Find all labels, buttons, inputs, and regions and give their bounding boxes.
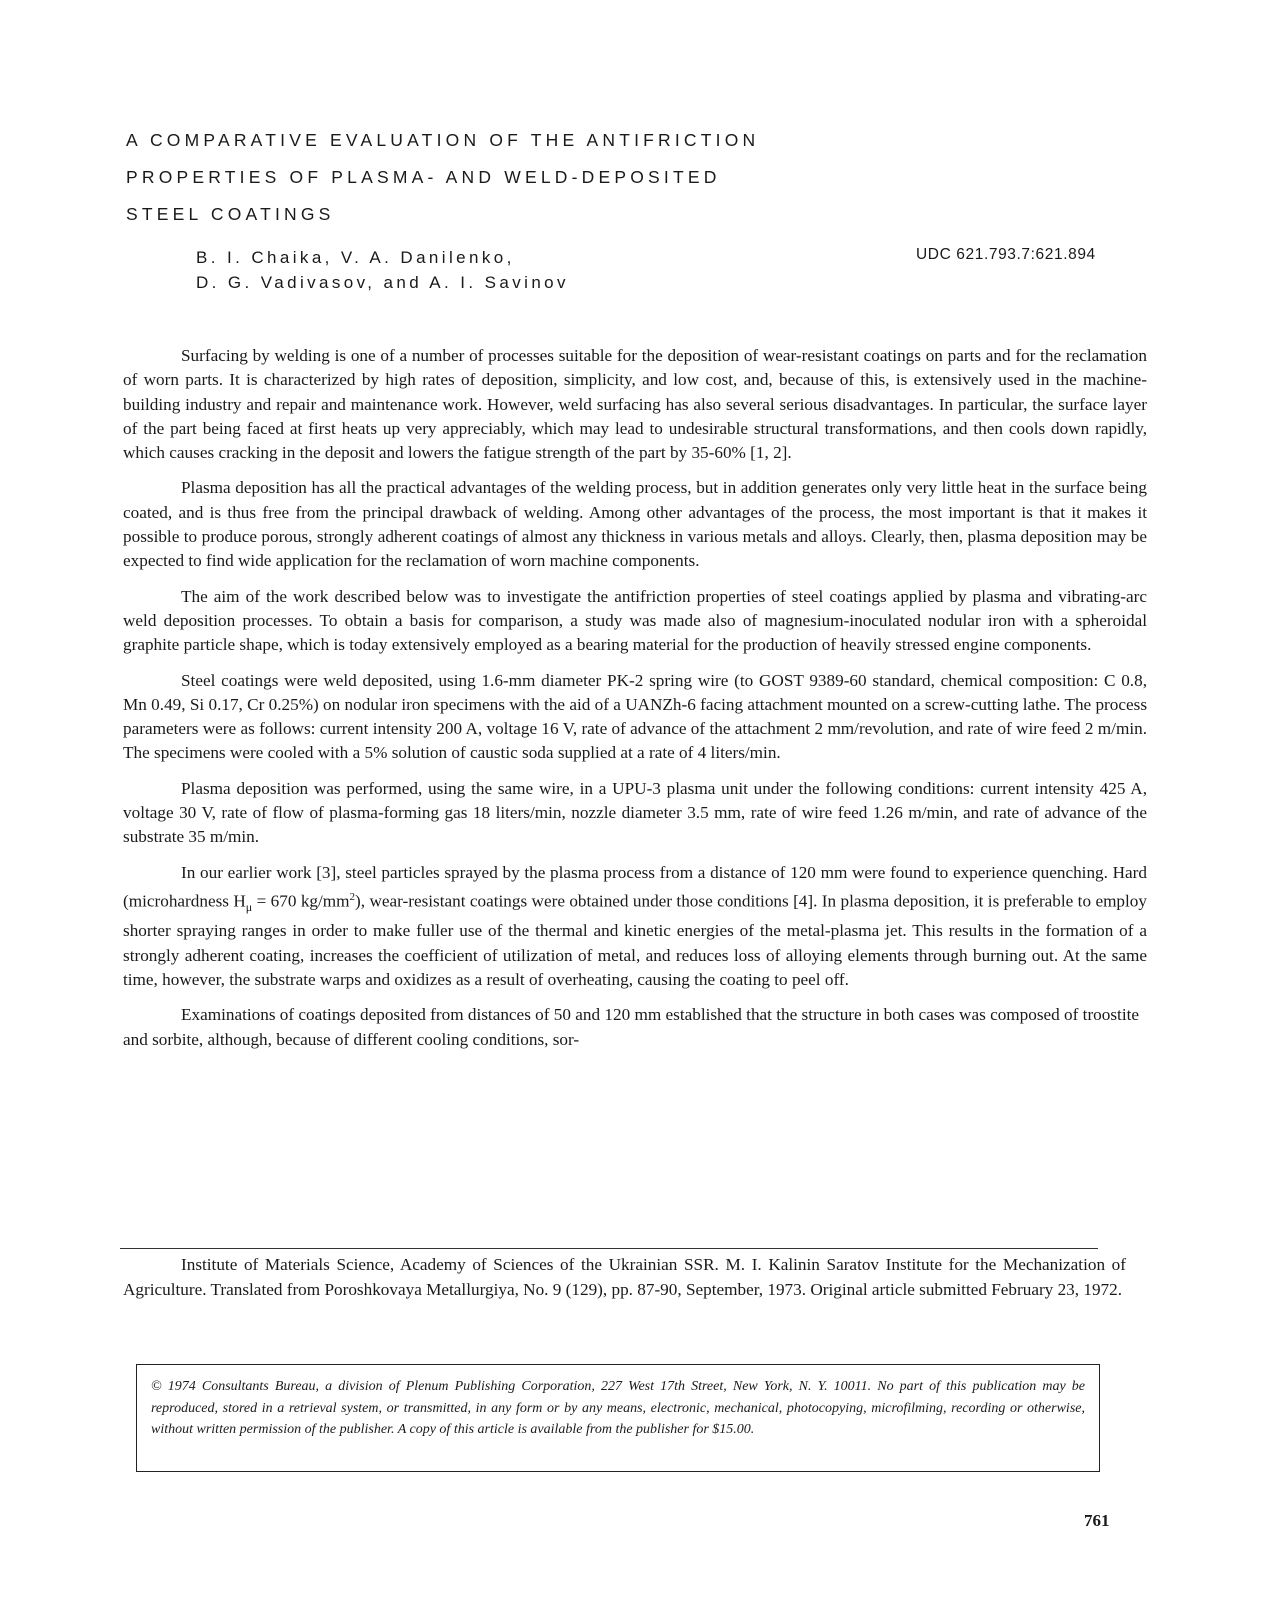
paragraph-6-text-a: In our earlier work [3], steel particles sprayed by the plasma process from a distance of 120 mm were found to experience quenching. Hard (microhardness H bbox=[123, 862, 1147, 911]
paragraph-3: The aim of the work described below was to investigate the antifriction properties of steel coatings applied by plasma and vibrating-arc weld deposition processes. To obtain a basis for comparison, a study was made also of magnesium-inoculated nodular iron with a spheroidal graphite particle shape, which is today extensively employed as a bearing material for the production of heavily stressed engine components. bbox=[123, 586, 1147, 655]
affiliation-footnote: Institute of Materials Science, Academy of Sciences of the Ukrainian SSR. M. I. Kalinin Saratov Institute for the Mechanization of Agriculture. Translated from Poroshkovaya Metallurgiya, No. 9 (129), pp. 87-90, September, 1973. Original article submitted February 23, 1972. bbox=[123, 1255, 1126, 1299]
article-title bbox=[126, 122, 926, 233]
copyright-box bbox=[136, 1364, 1100, 1472]
paragraph-2: Plasma deposition has all the practical advantages of the welding process, but in addition generates only very little heat in the surface being coated, and is thus free from the principal drawback of welding. Among other advantages of the process, the most important is that it makes it possible to produce porous, strongly adherent coatings of almost any thickness in various metals and alloys. Clearly, then, plasma deposition may be expected to find wide application for the reclamation of worn machine components. bbox=[123, 478, 1147, 571]
copyright-text: © 1974 Consultants Bureau, a division of Plenum Publishing Corporation, 227 West 17th Street, New York, N. Y. 10011. No part of this publication may be reproduced, stored in a retrieval system, or transmitted, in any form or by any means, electronic, mechanical, photocopying, microfilming, recording or otherwise, without written permission of the publisher. A copy of this article is available from the publisher for $15.00. bbox=[151, 1379, 1085, 1437]
author-list bbox=[196, 245, 569, 295]
mu-subscript: μ bbox=[245, 900, 253, 915]
paragraph-6-text-b: = 670 kg/mm bbox=[252, 891, 350, 911]
footnote-divider bbox=[120, 1248, 1098, 1249]
title-line-3: STEEL COATINGS bbox=[126, 204, 335, 224]
paragraph-4: Steel coatings were weld deposited, using 1.6-mm diameter PK-2 spring wire (to GOST 9389-60 standard, chemical composition: C 0.8, Mn 0.49, Si 0.17, Cr 0.25%) on nodular iron specimens with the aid of a UANZh-6 facing attachment mounted on a screw-cutting lathe. The process parameters were as follows: current intensity 200 A, voltage 16 V, rate of advance of the attachment 2 mm/revolution, and rate of wire feed 2 m/min. The specimens were cooled with a 5% solution of caustic soda supplied at a rate of 4 liters/min. bbox=[123, 670, 1148, 763]
udc-code: UDC 621.793.7:621.894 bbox=[916, 246, 1096, 263]
paragraph-5: Plasma deposition was performed, using the same wire, in a UPU-3 plasma unit under the following conditions: current intensity 425 A, voltage 30 V, rate of flow of plasma-forming gas 18 liters/min, nozzle diameter 3.5 mm, rate of wire feed 1.26 m/min, and rate of advance of the substrate 35 m/min. bbox=[123, 778, 1147, 847]
paragraph-1: Surfacing by welding is one of a number of processes suitable for the deposition of wear-resistant coatings on parts and for the reclamation of worn parts. It is characterized by high rates of deposition, simplicity, and low cost, and, because of this, is extensively used in the machine-building industry and repair and maintenance work. However, weld surfacing has also several serious disadvantages. In particular, the surface layer of the part being faced at first heats up very appreciably, which may lead to undesirable structural transformations, and then cools down rapidly, which causes cracking in the deposit and lowers the fatigue strength of the part by 35-60% [1, 2]. bbox=[123, 346, 1147, 463]
page-number: 761 bbox=[1084, 1511, 1110, 1530]
authors-line-2: D. G. Vadivasov, and A. I. Savinov bbox=[196, 273, 569, 292]
squared-superscript: 2 bbox=[349, 890, 356, 903]
paragraph-6-text-c: ), wear-resistant coatings were obtained under those conditions [4]. In plasma deposition, it is preferable to employ shorter spraying ranges in order to make fuller use of the thermal and kinetic energies of the metal-plasma jet. This results in the formation of a strongly adherent coating, increases the coefficient of utilization of metal, and reduces loss of alloying elements through burning out. At the same time, however, the substrate warps and oxidizes as a result of overheating, causing the coating to peel off. bbox=[123, 891, 1147, 989]
title-line-2: PROPERTIES OF PLASMA- AND WELD-DEPOSITED bbox=[126, 167, 721, 187]
article-body bbox=[123, 344, 1147, 1063]
paragraph-6 bbox=[123, 861, 1147, 993]
paragraph-7: Examinations of coatings deposited from distances of 50 and 120 mm established that the structure in both cases was composed of troostite and sorbite, although, because of different cooling conditions, sor- bbox=[123, 1005, 1139, 1049]
authors-line-1: B. I. Chaika, V. A. Danilenko, bbox=[196, 248, 515, 267]
title-line-1: A COMPARATIVE EVALUATION OF THE ANTIFRICTION bbox=[126, 130, 760, 150]
